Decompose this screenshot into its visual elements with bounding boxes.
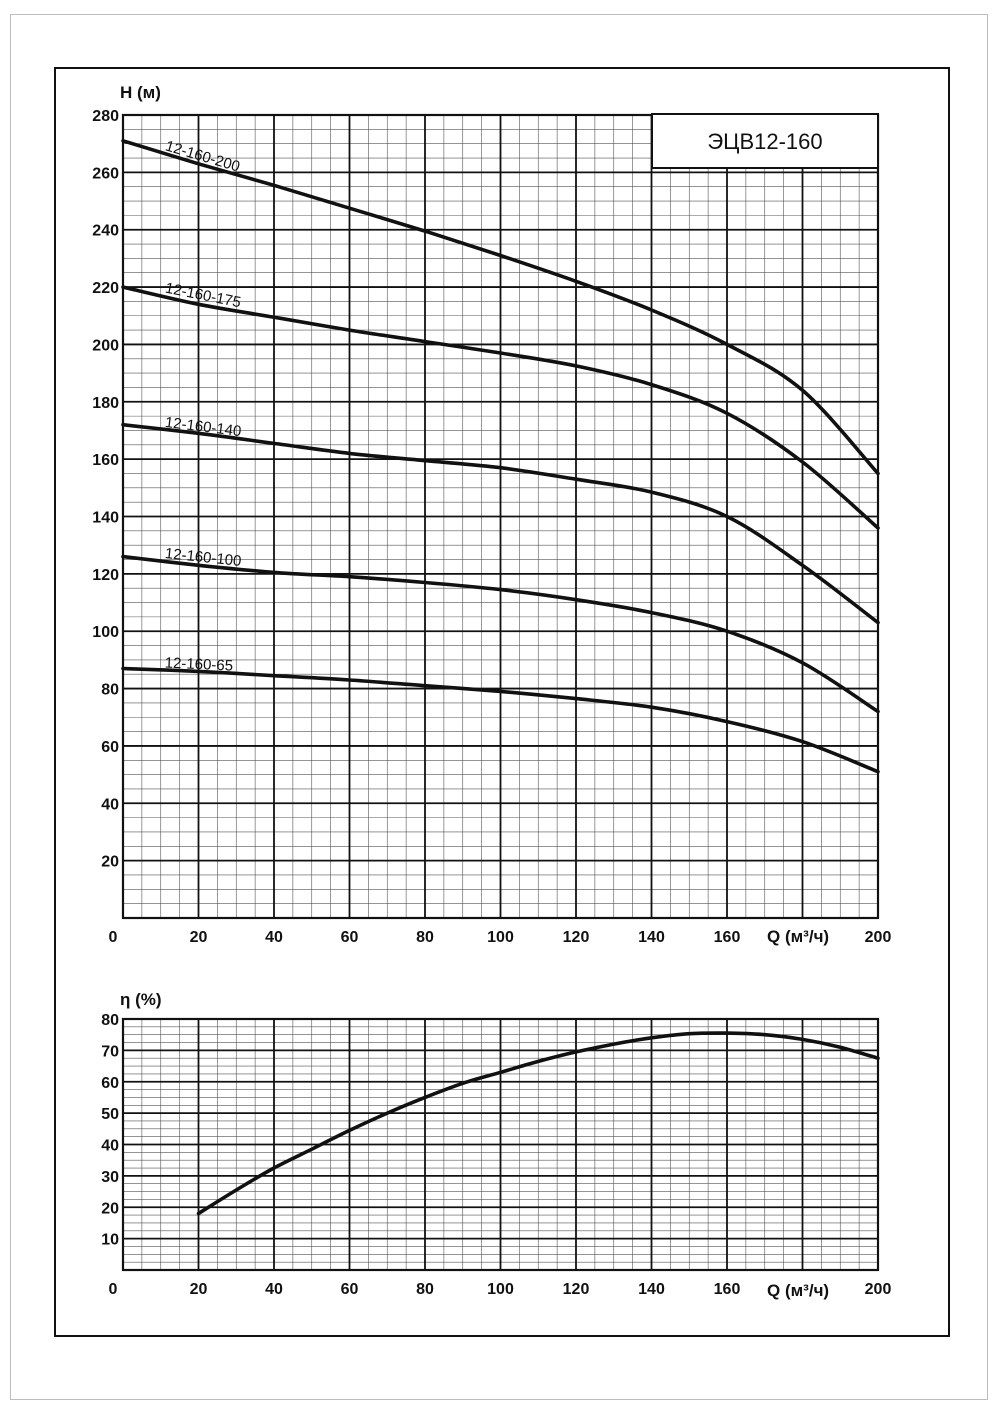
x-tick-label: 60 [340,1281,359,1298]
efficiency-y-axis-title: η (%) [120,990,162,1009]
y-tick-label: 60 [101,738,119,756]
y-tick-label: 30 [101,1168,119,1186]
y-tick-label: 180 [92,394,119,412]
x-tick-label: 140 [638,929,665,946]
y-tick-label: 220 [92,280,119,298]
x-tick-label: 160 [713,929,741,946]
y-tick-label: 50 [101,1106,119,1124]
x-tick-label: 200 [864,1281,892,1298]
x-tick-label: 40 [265,929,283,946]
head-chart-curve-labels [163,138,242,675]
x-tick-label: 100 [487,929,514,946]
head-chart [92,83,891,946]
head-chart-grid [123,115,878,918]
y-tick-label: 240 [92,222,119,240]
y-tick-label: 10 [101,1231,119,1249]
curve-label: 12-160-100 [164,545,243,570]
head-x-axis-title: Q (м³/ч) [767,927,830,946]
x-tick-label: 100 [487,1281,514,1298]
efficiency-chart-y-ticks [101,1012,119,1249]
y-tick-label: 100 [92,624,119,642]
y-tick-label: 200 [92,337,119,355]
x-tick-label: 160 [713,1281,741,1298]
x-tick-label: 200 [864,929,892,946]
y-tick-label: 80 [101,1012,119,1029]
y-tick-label: 160 [92,452,119,470]
x-tick-label: 40 [265,1281,283,1298]
x-tick-label: 80 [416,1281,434,1298]
x-tick-label: 140 [638,1281,665,1298]
curve-label: 12-160-200 [163,137,242,176]
y-tick-label: 40 [101,1137,119,1155]
head-y-axis-title: H (м) [120,83,161,102]
x-tick-label: 60 [340,929,359,946]
y-tick-label: 20 [101,853,119,871]
efficiency-chart [101,990,891,1300]
y-tick-label: 20 [101,1200,119,1218]
y-tick-label: 80 [101,681,119,699]
x-tick-label: 0 [108,1281,118,1298]
efficiency-chart-grid [123,1019,878,1270]
x-tick-label: 20 [189,1281,208,1298]
curve-label: 12-160-65 [164,654,234,675]
efficiency-x-axis-title: Q (м³/ч) [767,1281,830,1300]
y-tick-label: 70 [101,1043,119,1061]
x-tick-label: 120 [562,1281,590,1298]
x-tick-label: 0 [108,929,118,946]
curve-label: 12-160-140 [164,413,243,441]
y-tick-label: 260 [92,165,119,183]
head-chart-y-ticks [92,108,119,871]
y-tick-label: 40 [101,796,119,814]
model-title: ЭЦВ12-160 [707,129,823,154]
x-tick-label: 20 [189,929,208,946]
x-tick-label: 80 [416,929,434,946]
y-tick-label: 60 [101,1074,119,1092]
y-tick-label: 140 [92,509,119,527]
y-tick-label: 280 [92,108,119,125]
curve-label: 12-160-175 [163,279,243,312]
x-tick-label: 120 [562,929,590,946]
y-tick-label: 120 [92,566,119,584]
